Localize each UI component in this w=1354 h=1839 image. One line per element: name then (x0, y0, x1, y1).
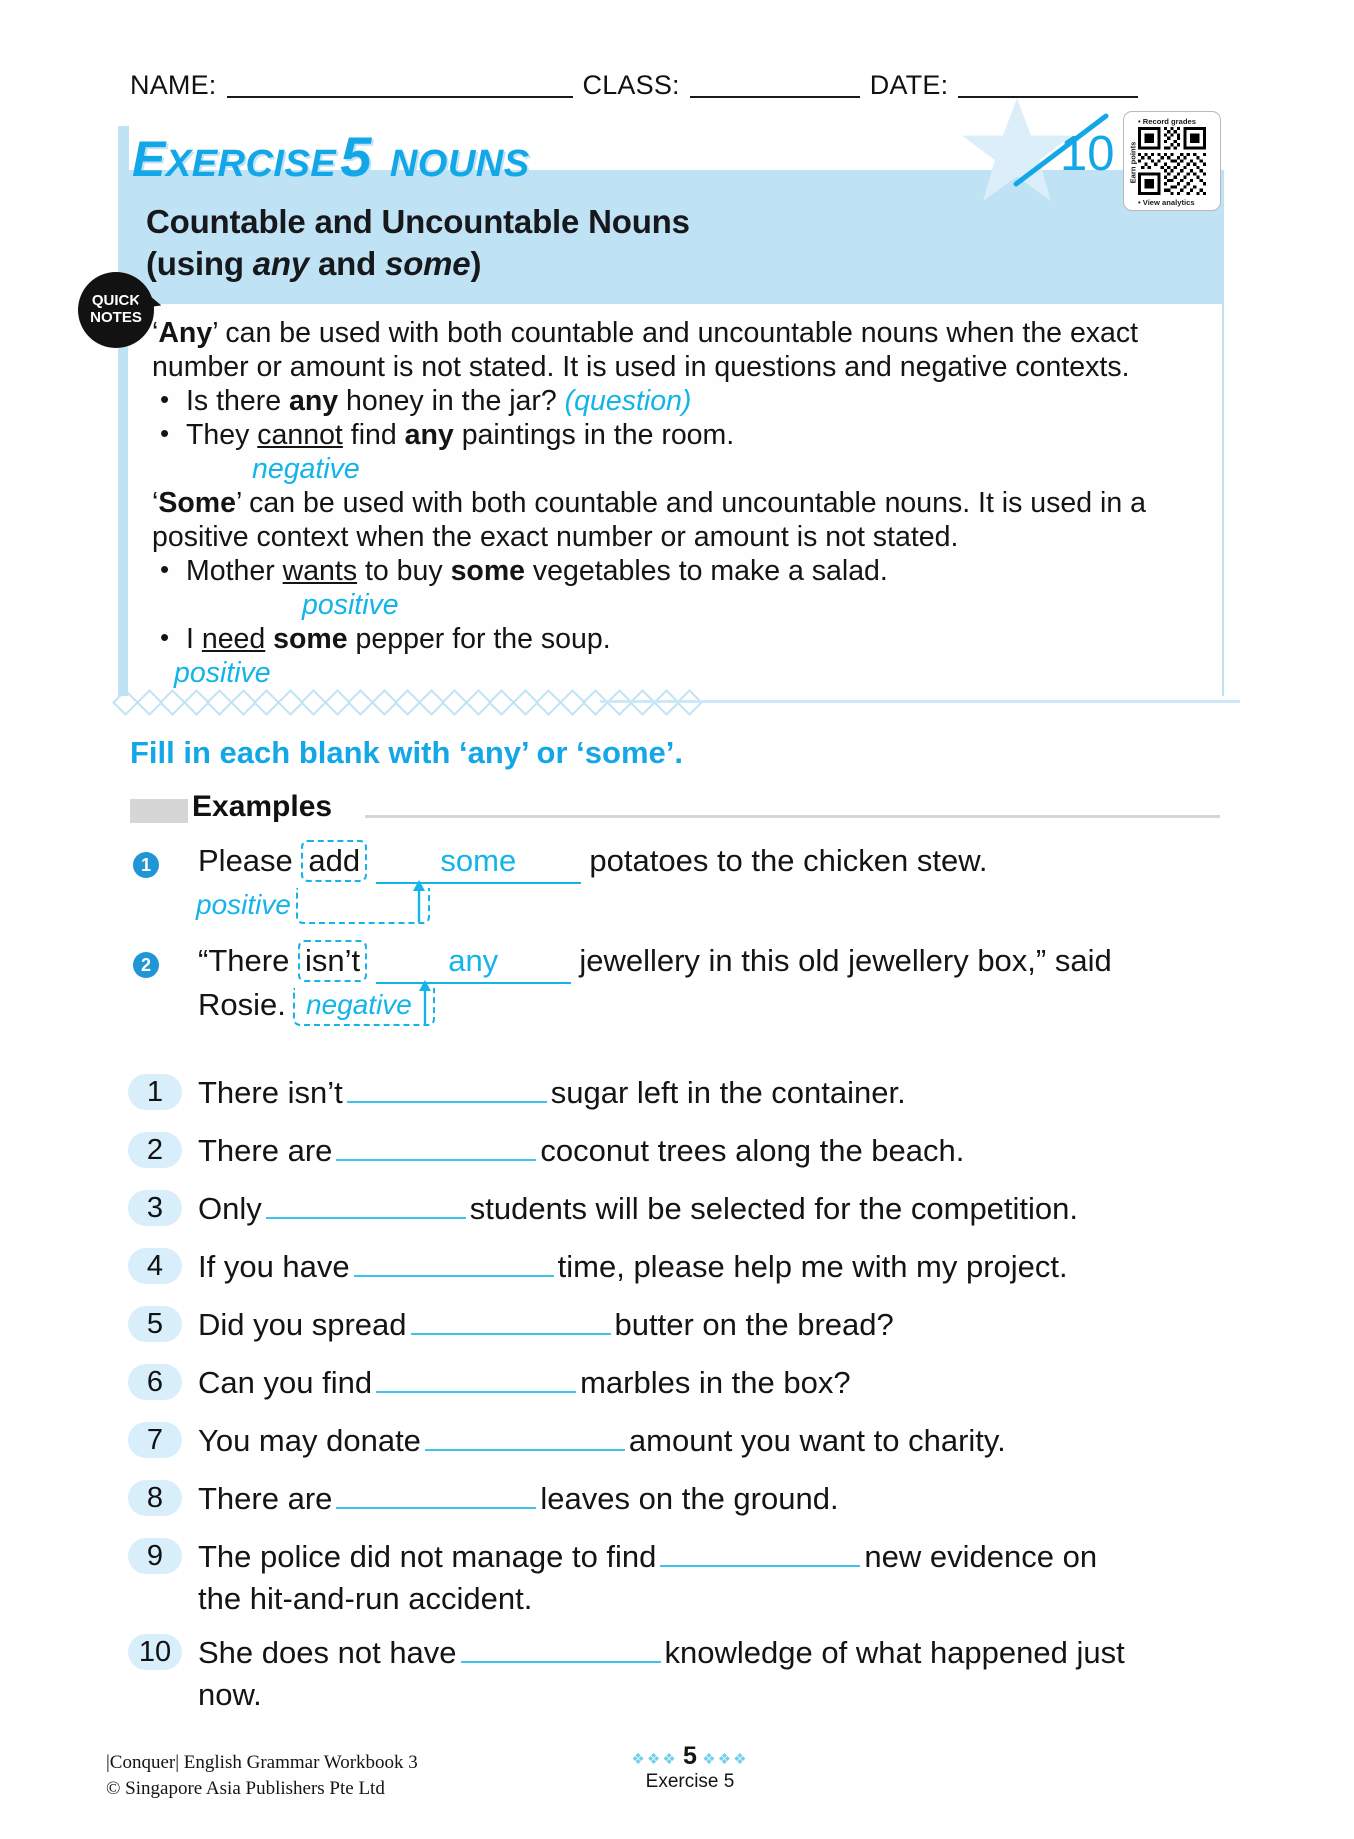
question-6-blank[interactable] (376, 1365, 576, 1393)
footer-page-info (600, 1742, 780, 1793)
example-row-2 (128, 940, 1228, 1026)
subtitle-suffix: ) (470, 245, 482, 282)
example-1-sentence (128, 840, 988, 884)
question-7-blank[interactable] (425, 1423, 625, 1451)
question-6-text (128, 1362, 1228, 1404)
subtitle-italic-any: any (252, 245, 310, 282)
example-2-post-line2: Rosie. (198, 987, 286, 1022)
subtitle-prefix: (using (146, 245, 253, 282)
example-row-1 (128, 840, 1228, 920)
exercise-title-rest: XERCISE (165, 143, 337, 185)
question-4-blank[interactable] (354, 1249, 554, 1277)
quick-notes-content (152, 316, 1212, 690)
subtitle-mid: and (309, 245, 386, 282)
examples-header-rule (365, 815, 1220, 818)
example-2-answer[interactable]: any (376, 940, 571, 984)
question-9-before: The police did not manage to find (198, 1539, 657, 1574)
some-example-1-underlined: wants (282, 555, 358, 587)
some-example-2-mid (265, 623, 273, 655)
example-2-pre: “There (198, 943, 290, 978)
subtitle-italic-some: some (385, 245, 471, 282)
question-row-4 (128, 1246, 1228, 1288)
question-4-before: If you have (198, 1249, 350, 1284)
footer-exercise-label: Exercise 5 (645, 1771, 735, 1792)
example-2-sentence (128, 940, 1112, 984)
some-example-1-tag-row (152, 588, 1212, 622)
score-denominator: 10 (1060, 127, 1115, 181)
some-rule-text: ’ can be used with both countable and uncountable nouns. It is used in a positive context when the exact number or amount is not stated. (152, 487, 1146, 553)
question-2-blank[interactable] (336, 1133, 536, 1161)
example-2-arrow-icon (416, 980, 434, 1024)
banner-subtitle-line1: Countable and Uncountable Nouns (146, 203, 690, 240)
name-label: NAME: (130, 70, 217, 100)
question-3-number: 3 (128, 1190, 182, 1226)
any-example-2 (152, 418, 1212, 452)
question-10-after: knowledge of what happened just (664, 1635, 1125, 1670)
question-row-10 (128, 1632, 1228, 1716)
footer-deco-left: ❖❖❖ (631, 1751, 678, 1768)
question-9-text (128, 1536, 1228, 1620)
any-example-2-post: paintings in the room. (453, 419, 735, 451)
question-7-before: You may donate (198, 1423, 421, 1458)
question-2-after: coconut trees along the beach. (540, 1133, 965, 1168)
any-example-1-tag: (question) (564, 385, 692, 417)
any-example-1-post: honey in the jar? (338, 385, 565, 417)
question-2-before: There are (198, 1133, 333, 1168)
some-example-1-pre: Mother (186, 555, 283, 587)
some-example-2-tag-row (152, 656, 1212, 690)
question-2-number: 2 (128, 1132, 182, 1168)
footer-deco-right: ❖❖❖ (702, 1751, 749, 1768)
question-5-after: butter on the bread? (614, 1307, 894, 1342)
any-quote-open: ‘ (152, 317, 159, 349)
some-example-1-mid: to buy (357, 555, 451, 587)
instruction-text: Fill in each blank with ‘any’ or ‘some’. (130, 735, 683, 770)
question-3-before: Only (198, 1191, 262, 1226)
question-10-text (128, 1632, 1228, 1716)
footer-page-number: 5 (683, 1742, 697, 1770)
question-1-number: 1 (128, 1074, 182, 1110)
question-row-2 (128, 1130, 1228, 1172)
some-example-1-tag: positive (302, 589, 399, 621)
class-input-line[interactable] (690, 74, 860, 98)
qr-earn-points-label: Earn points (1128, 141, 1138, 184)
question-row-1 (128, 1072, 1228, 1114)
question-row-5 (128, 1304, 1228, 1346)
qr-view-analytics-label: • View analytics (1138, 198, 1195, 207)
question-9-number: 9 (128, 1538, 182, 1574)
quick-notes-bubble-line1: QUICK (91, 292, 141, 309)
question-10-after2: now. (198, 1677, 262, 1712)
question-5-number: 5 (128, 1306, 182, 1342)
question-row-8 (128, 1478, 1228, 1520)
any-keyword: Any (158, 317, 213, 349)
footer-copyright (106, 1750, 418, 1802)
quick-notes-bubble-line2: NOTES (90, 309, 142, 326)
some-rule-paragraph (152, 486, 1212, 554)
date-label: DATE: (869, 70, 949, 100)
any-example-2-underlined: cannot (257, 419, 343, 451)
some-example-2-post: pepper for the soup. (347, 623, 611, 655)
question-row-7 (128, 1420, 1228, 1462)
question-6-before: Can you find (198, 1365, 373, 1400)
any-example-1-pre: Is there (186, 385, 289, 417)
question-8-blank[interactable] (336, 1481, 536, 1509)
some-keyword: Some (158, 487, 236, 519)
question-10-before: She does not have (198, 1635, 457, 1670)
examples-header-swatch (130, 799, 188, 823)
question-6-number: 6 (128, 1364, 182, 1400)
any-example-2-mid: find (342, 419, 405, 451)
question-9-blank[interactable] (660, 1539, 860, 1567)
example-1-pre: Please (198, 843, 293, 878)
any-example-2-tag: negative (252, 453, 360, 485)
any-rule-paragraph (152, 316, 1212, 384)
example-2-boxed-word: isn’t (298, 940, 367, 982)
question-8-text (128, 1478, 1228, 1520)
example-2-post: jewellery in this old jewellery box,” said (579, 943, 1112, 978)
footer-publisher: © Singapore Asia Publishers Pte Ltd (106, 1778, 385, 1799)
footer-book-title: |Conquer| English Grammar Workbook 3 (106, 1752, 418, 1773)
example-2-tag: negative (306, 989, 412, 1020)
question-3-after: students will be selected for the competition. (469, 1191, 1079, 1226)
some-example-1-keyword: some (450, 555, 526, 587)
question-row-6 (128, 1362, 1228, 1404)
qr-record-grades-label: • Record grades (1138, 117, 1196, 126)
question-10-blank[interactable] (461, 1635, 661, 1663)
exercise-topic: NOUNS (389, 143, 530, 185)
some-example-2-keyword: some (273, 623, 348, 655)
question-8-before: There are (198, 1481, 333, 1516)
example-1-post: potatoes to the chicken stew. (589, 843, 988, 878)
any-example-1-keyword: any (288, 385, 339, 417)
some-example-2-tag: positive (174, 657, 271, 689)
footer-page-row (600, 1742, 780, 1771)
question-5-text (128, 1304, 1228, 1346)
question-4-after: time, please help me with my project. (557, 1249, 1068, 1284)
examples-header (130, 790, 1220, 827)
question-5-blank[interactable] (411, 1307, 611, 1335)
some-example-2 (152, 622, 1212, 656)
some-example-1 (152, 554, 1212, 588)
question-4-text (128, 1246, 1228, 1288)
qr-card[interactable] (1123, 111, 1221, 211)
score-badge (958, 96, 1115, 206)
exercise-title (132, 124, 530, 189)
question-7-number: 7 (128, 1422, 182, 1458)
example-1-tag: positive (196, 889, 291, 920)
diamond-divider (116, 690, 616, 714)
exercise-number: 5 (340, 125, 372, 188)
question-row-3 (128, 1188, 1228, 1230)
question-1-text (128, 1072, 1228, 1114)
question-3-blank[interactable] (266, 1191, 466, 1219)
date-input-line[interactable] (958, 74, 1138, 98)
question-8-number: 8 (128, 1480, 182, 1516)
any-example-2-pre: They (186, 419, 258, 451)
some-example-2-underlined: need (201, 623, 266, 655)
question-2-text (128, 1130, 1228, 1172)
any-rule-text: ’ can be used with both countable and uncountable nouns when the exact number or amount is not stated. It is used in questions and negative contexts. (152, 317, 1139, 383)
question-7-after: amount you want to charity. (628, 1423, 1006, 1458)
banner-subtitle-line2 (146, 245, 481, 283)
exercise-title-initial: E (132, 131, 166, 187)
class-label: CLASS: (582, 70, 680, 100)
question-10-number: 10 (128, 1634, 182, 1670)
examples-header-label: Examples (192, 790, 333, 823)
any-example-1 (152, 384, 1212, 418)
diamond-divider-line (600, 700, 1240, 703)
question-4-number: 4 (128, 1248, 182, 1284)
example-1-answer[interactable]: some (376, 840, 581, 884)
quick-notes-bubble (78, 272, 154, 348)
example-1-arrow-icon (410, 880, 428, 922)
some-quote-open: ‘ (152, 487, 159, 519)
question-6-after: marbles in the box? (580, 1365, 851, 1400)
name-input-line[interactable] (227, 74, 573, 98)
question-3-text (128, 1188, 1228, 1230)
qr-code-icon[interactable] (1138, 127, 1206, 195)
example-1-number: 1 (133, 852, 159, 878)
any-example-2-keyword: any (404, 419, 454, 451)
question-5-before: Did you spread (198, 1307, 407, 1342)
question-1-before: There isn’t (198, 1075, 343, 1110)
question-row-9 (128, 1536, 1228, 1620)
some-example-1-post: vegetables to make a salad. (525, 555, 888, 587)
question-9-after: new evidence on (864, 1539, 1098, 1574)
question-1-blank[interactable] (347, 1075, 547, 1103)
question-9-after2: the hit-and-run accident. (198, 1581, 533, 1616)
example-1-boxed-word: add (301, 840, 367, 882)
question-7-text (128, 1420, 1228, 1462)
example-2-number: 2 (133, 952, 159, 978)
question-8-after: leaves on the ground. (540, 1481, 839, 1516)
some-example-2-pre: I (186, 623, 202, 655)
any-example-2-tag-row (152, 452, 1212, 486)
question-1-after: sugar left in the container. (550, 1075, 906, 1110)
